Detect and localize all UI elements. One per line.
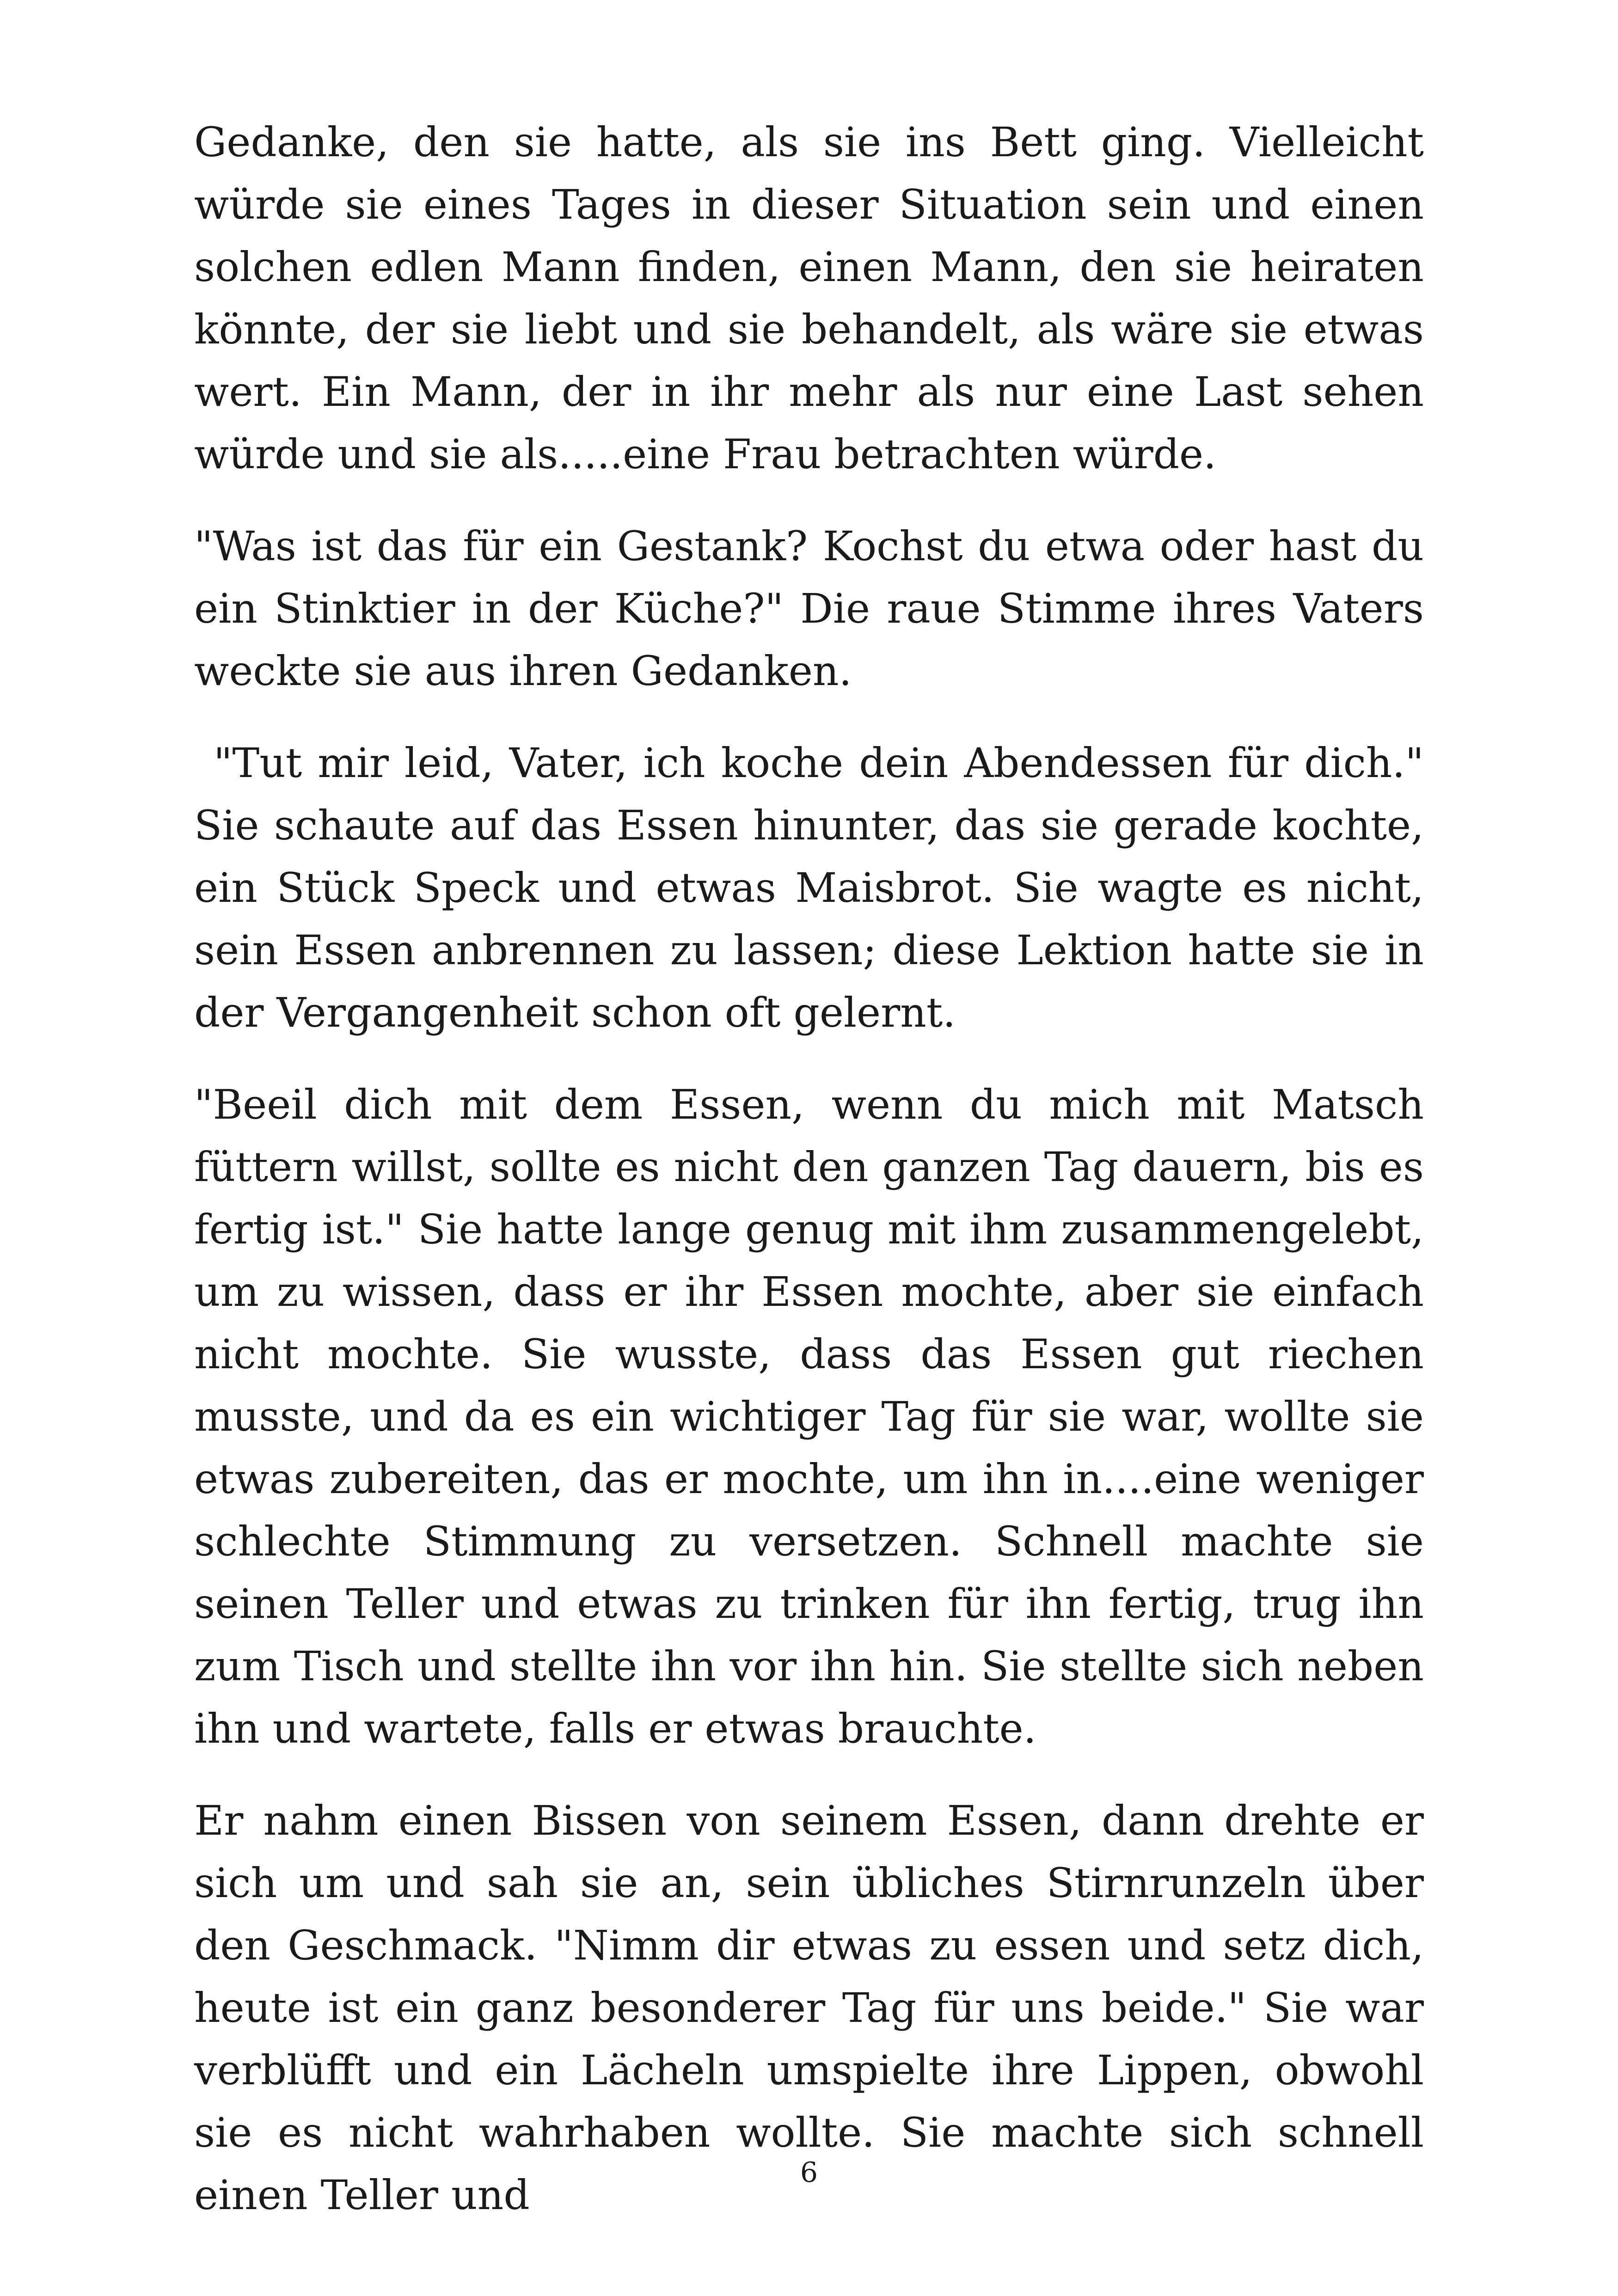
paragraph-3: "Tut mir leid, Vater, ich koche dein Abendessen für dich." Sie schaute auf das Essen hinunter, das sie gerade kochte, ein Stück Speck und etwas Maisbrot. Sie wagte es nicht, sein Essen anbrennen zu lassen; diese Lektion hatte sie in der Vergangenheit schon oft gelernt. (194, 739, 1424, 1036)
paragraph-2: "Was ist das für ein Gestank? Kochst du etwa oder hast du ein Stinktier in der Küche?" Die raue Stimme ihres Vaters weckte sie aus ihren Gedanken. (194, 522, 1424, 695)
paragraph-5: Er nahm einen Bissen von seinem Essen, dann drehte er sich um und sah sie an, sein übliches Stirnrunzeln über den Geschmack. "Nimm dir etwas zu essen und setz dich, heute ist ein ganz besonderer Tag für uns beide." Sie war verblüfft und ein Lächeln umspielte ihre Lippen, obwohl sie es nicht wahrhaben wollte. Sie machte sich schnell einen Teller und (194, 1797, 1424, 2219)
paragraph-4: "Beeil dich mit dem Essen, wenn du mich mit Matsch füttern willst, sollte es nicht den ganzen Tag dauern, bis es fertig ist." Sie hatte lange genug mit ihm zusammengelebt, um zu wissen, dass er ihr Essen mochte, aber sie einfach nicht mochte. Sie wusste, dass das Essen gut riechen musste, und da es ein wichtiger Tag für sie war, wollte sie etwas zubereiten, das er mochte, um ihn in....eine weniger schlechte Stimmung zu versetzen. Schnell machte sie seinen Teller und etwas zu trinken für ihn fertig, trug ihn zum Tisch und stellte ihn vor ihn hin. Sie stellte sich neben ihn und wartete, falls er etwas brauchte. (194, 1081, 1424, 1752)
page-number: 6 (800, 2156, 818, 2189)
paragraph-1: Gedanke, den sie hatte, als sie ins Bett ging. Vielleicht würde sie eines Tages in dieser Situation sein und einen solchen edlen Mann finden, einen Mann, den sie heiraten könnte, der sie liebt und sie behandelt, als wäre sie etwas wert. Ein Mann, der in ihr mehr als nur eine Last sehen würde und sie als.....eine Frau betrachten würde. (194, 118, 1424, 478)
body-text (194, 111, 1424, 2256)
